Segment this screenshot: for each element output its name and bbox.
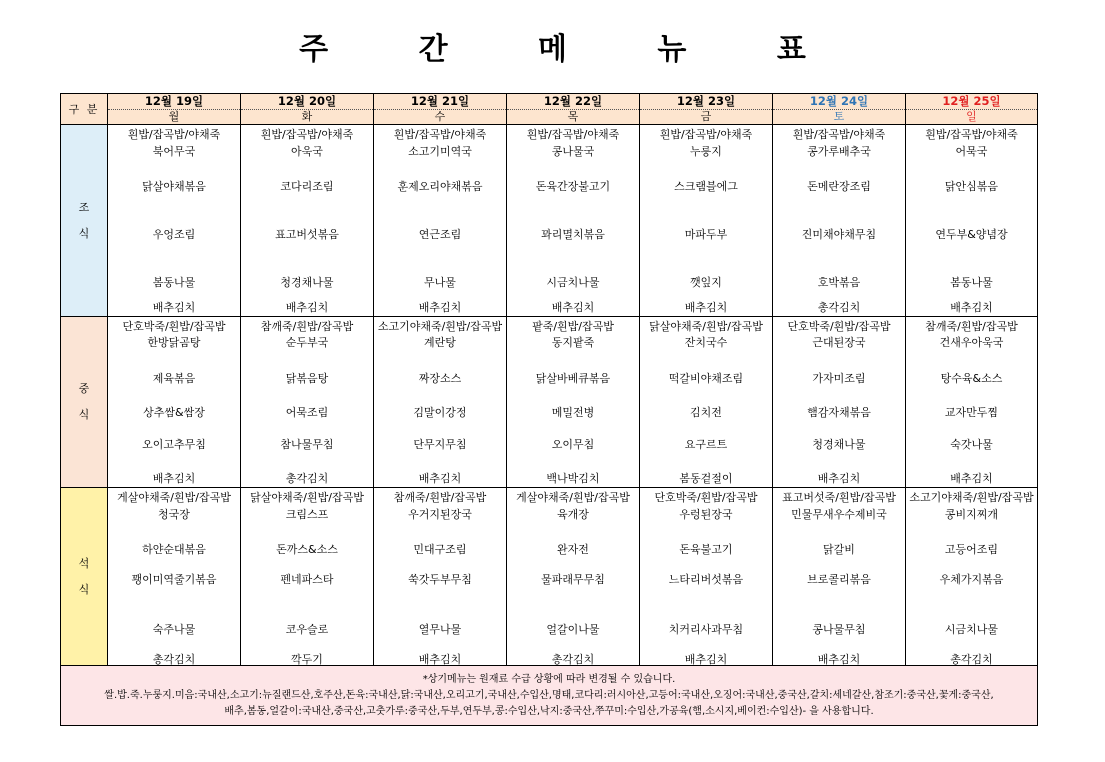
menu-item: 돈육불고기: [679, 543, 733, 556]
menu-item: 고등어조림: [944, 543, 999, 556]
day-header: [640, 94, 773, 125]
menu-item: 흰밥/잡곡밥/야채죽: [526, 128, 620, 141]
menu-item: 잔치국수: [684, 336, 728, 349]
menu-item: 누룽지: [690, 145, 722, 158]
dinner-day-cell: [773, 488, 906, 666]
lunch-day-cell: [108, 317, 241, 488]
menu-item: 탕수육&소스: [940, 372, 1003, 385]
notes-cell: [61, 666, 1038, 726]
menu-item: 게살야채죽/흰밥/잡곡밥: [117, 491, 231, 504]
menu-item: 소고기야채죽/흰밥/잡곡밥: [909, 491, 1034, 504]
menu-item: 어묵국: [955, 145, 988, 158]
menu-item: 물파래무무침: [541, 573, 605, 586]
lunch-label-char-2: 식: [78, 408, 90, 421]
breakfast-day-cell: [773, 125, 906, 317]
menu-item: 숙주나물: [152, 623, 196, 636]
menu-item: 팥죽/흰밥/잡곡밥: [532, 320, 614, 333]
menu-item: 백나박김치: [546, 472, 600, 485]
menu-item: 콩나물국: [551, 145, 595, 158]
lunch-day-cell: [241, 317, 374, 488]
lunch-day-cell: [374, 317, 507, 488]
menu-item: 계란탕: [424, 336, 456, 349]
notes-row: [61, 666, 1038, 726]
day-weekday: 금: [700, 110, 712, 123]
menu-item: 북어무국: [152, 145, 196, 158]
dinner-row: [61, 488, 1038, 666]
menu-item: 단호박죽/흰밥/잡곡밥: [787, 320, 891, 333]
menu-item: 게살야채죽/흰밥/잡곡밥: [516, 491, 630, 504]
menu-item: 떡갈비야채조림: [668, 372, 744, 385]
menu-item: 햄감자채볶음: [807, 406, 871, 419]
menu-item: 콩비지찌개: [944, 508, 999, 521]
menu-item: 민물무새우수제비국: [791, 508, 887, 521]
menu-item: 닭안심볶음: [944, 180, 999, 193]
menu-item: 콩나물무침: [812, 623, 866, 636]
menu-item: 요구르트: [684, 438, 728, 451]
menu-item: 김치전: [690, 406, 722, 419]
menu-item: 소고기야채죽/흰밥/잡곡밥: [377, 320, 503, 333]
menu-item: 김말이강정: [413, 406, 467, 419]
menu-item: 배추김치: [817, 653, 861, 666]
menu-item: 깍두기: [291, 653, 323, 666]
menu-item: 배추김치: [950, 301, 993, 314]
menu-item: 총각김치: [950, 653, 993, 666]
menu-item: 스크램블에그: [674, 180, 738, 193]
menu-item: 숙갓나물: [950, 438, 993, 451]
menu-item: 호박볶음: [817, 276, 861, 289]
page-title: 주 간 메 뉴 표: [299, 32, 846, 67]
dinner-day-cell: [241, 488, 374, 666]
lunch-day-cell: [906, 317, 1038, 488]
breakfast-day-cell: [640, 125, 773, 317]
dinner-label-char-2: 식: [78, 582, 90, 596]
day-date: 12월 20일: [241, 94, 373, 110]
day-weekday: 수: [434, 110, 446, 123]
day-date: 12월 23일: [640, 94, 772, 110]
menu-item: 흰밥/잡곡밥/야채죽: [393, 128, 487, 141]
day-header: [507, 94, 640, 125]
menu-item: 배추김치: [950, 472, 993, 485]
menu-item: 어묵조림: [285, 406, 329, 419]
day-date: 12월 25일: [906, 94, 1037, 110]
menu-item: 표고버섯볶음: [275, 228, 339, 241]
menu-item: 배추김치: [684, 653, 728, 666]
menu-item: 동지팥죽: [551, 336, 595, 349]
menu-item: 총각김치: [817, 301, 861, 314]
menu-item: 흰밥/잡곡밥/야채죽: [659, 128, 753, 141]
menu-item: 흰밥/잡곡밥/야채죽: [792, 128, 886, 141]
menu-item: 깻잎지: [690, 276, 722, 289]
menu-item: 진미채야채무침: [801, 228, 877, 241]
menu-item: 꽈리멸치볶음: [541, 228, 605, 241]
menu-item: 배추김치: [152, 301, 196, 314]
day-header: [241, 94, 374, 125]
menu-item: 봄동겉절이: [679, 472, 733, 485]
breakfast-row: [61, 125, 1038, 317]
menu-item: 흰밥/잡곡밥/야채죽: [127, 128, 221, 141]
menu-item: 배추김치: [152, 472, 196, 485]
day-weekday: 토: [833, 110, 845, 123]
menu-item: 짜장소스: [418, 372, 462, 385]
menu-item: 아욱국: [291, 145, 323, 158]
breakfast-day-cell: [507, 125, 640, 317]
menu-item: 시금치나물: [944, 623, 999, 636]
menu-item: 치커리사과무침: [668, 623, 744, 636]
breakfast-day-cell: [906, 125, 1038, 317]
menu-item: 배추김치: [418, 301, 462, 314]
menu-item: 마파두부: [684, 228, 728, 241]
dinner-day-cell: [507, 488, 640, 666]
lunch-day-cell: [507, 317, 640, 488]
menu-item: 배추김치: [285, 301, 329, 314]
notes-line-2: 쌀.밥.죽.누룽지.미음:국내산,소고기:뉴질랜드산,호주산,돈육:국내산,닭:국내산,오리고기,국내산,수입산,명태,코다리:러시아산,고등어:국내산,오징어:국내산,중국산,갈치:세네갈산,참조기:중국산,꽃게:중국산,: [104, 689, 994, 701]
menu-item: 청경채나물: [280, 276, 334, 289]
menu-item: 봄동나물: [152, 276, 196, 289]
menu-item: 총각김치: [152, 653, 196, 666]
menu-item: 쑥갓두부무침: [408, 573, 472, 586]
day-date: 12월 22일: [507, 94, 639, 110]
menu-item: 단호박죽/흰밥/잡곡밥: [654, 491, 758, 504]
lunch-label: [61, 317, 108, 488]
lunch-label-char-1: 중: [78, 382, 90, 395]
menu-item: 오이무침: [551, 438, 595, 451]
menu-item: 얼갈이나물: [546, 623, 600, 636]
notes-line-3: 배추,봄동,얼갈이:국내산,중국산,고춧가루:중국산,두부,연두부,콩:수입산,낙지:중국산,쭈꾸미:수입산,가공육(햄,소시지,베이컨:수입산)- 을 사용합니다.: [224, 705, 874, 717]
menu-item: 콩가루배추국: [807, 145, 871, 158]
day-date: 12월 24일: [773, 94, 905, 110]
menu-item: 꽹이미역줄기볶음: [131, 573, 217, 586]
menu-item: 우거지된장국: [408, 508, 472, 521]
menu-item: 닭살야채죽/흰밥/잡곡밥: [250, 491, 364, 504]
header-row: [61, 94, 1038, 125]
menu-item: 청경채나물: [812, 438, 866, 451]
menu-item: 봄동나물: [950, 276, 993, 289]
menu-item: 코우슬로: [285, 623, 329, 636]
day-header: [773, 94, 906, 125]
day-weekday: 월: [168, 110, 180, 123]
menu-item: 느타리버섯볶음: [668, 573, 744, 586]
menu-item: 닭살바베큐볶음: [535, 372, 611, 385]
menu-item: 펜네파스타: [280, 573, 334, 586]
day-date: 12월 19일: [108, 94, 240, 110]
menu-item: 돈까스&소스: [276, 543, 338, 556]
menu-item: 소고기미역국: [408, 145, 472, 158]
menu-item: 민대구조림: [413, 543, 467, 556]
menu-item: 닭갈비: [823, 543, 855, 556]
day-weekday: 일: [966, 110, 977, 123]
menu-item: 하얀순대볶음: [142, 543, 206, 556]
lunch-day-cell: [640, 317, 773, 488]
dinner-label: [61, 488, 108, 666]
menu-item: 육개장: [557, 508, 589, 521]
breakfast-label: [61, 125, 108, 317]
breakfast-day-cell: [241, 125, 374, 317]
gubun-header: 구 분: [61, 94, 108, 125]
menu-item: 배추김치: [684, 301, 728, 314]
dinner-day-cell: [374, 488, 507, 666]
menu-item: 돈육간장불고기: [535, 180, 611, 193]
menu-item: 근대된장국: [812, 336, 866, 349]
menu-item: 흰밥/잡곡밥/야채죽: [925, 128, 1018, 141]
menu-item: 가자미조림: [812, 372, 866, 385]
day-header: [374, 94, 507, 125]
menu-item: 열무나물: [418, 623, 462, 636]
menu-item: 닭볶음탕: [285, 372, 329, 385]
menu-item: 단호박죽/흰밥/잡곡밥: [122, 320, 226, 333]
menu-item: 닭살야채볶음: [142, 180, 206, 193]
dinner-day-cell: [640, 488, 773, 666]
menu-item: 건새우아욱국: [939, 336, 1004, 349]
lunch-row: [61, 317, 1038, 488]
menu-item: 연근조림: [418, 228, 462, 241]
menu-item: 무나물: [424, 276, 456, 289]
menu-item: 크림스프: [285, 508, 329, 521]
breakfast-day-cell: [108, 125, 241, 317]
menu-item: 참깨죽/흰밥/잡곡밥: [260, 320, 354, 333]
dinner-day-cell: [906, 488, 1038, 666]
menu-item: 우렁된장국: [679, 508, 733, 521]
menu-item: 참깨죽/흰밥/잡곡밥: [925, 320, 1018, 333]
menu-item: 한방닭곰탕: [147, 336, 201, 349]
lunch-day-cell: [773, 317, 906, 488]
menu-item: 오이고추무침: [142, 438, 206, 451]
menu-item: 순두부국: [285, 336, 329, 349]
menu-item: 메밀전병: [551, 406, 595, 419]
breakfast-label-char-1: 조: [78, 200, 90, 214]
menu-item: 완자전: [557, 543, 589, 556]
menu-item: 총각김치: [551, 653, 595, 666]
menu-item: 연두부&양념장: [935, 228, 1008, 241]
menu-item: 흰밥/잡곡밥/야채죽: [260, 128, 354, 141]
menu-item: 브로콜리볶음: [807, 573, 871, 586]
notes-line-1: *상기메뉴는 원재료 수급 상황에 따라 변경될 수 있습니다.: [422, 673, 676, 685]
menu-item: 총각김치: [285, 472, 329, 485]
dinner-day-cell: [108, 488, 241, 666]
menu-item: 닭살야채죽/흰밥/잡곡밥: [649, 320, 763, 333]
menu-item: 단무지무침: [413, 438, 467, 451]
menu-item: 청국장: [158, 508, 190, 521]
menu-item: 참나물무침: [280, 438, 334, 451]
menu-item: 교자만두찜: [944, 406, 999, 419]
menu-item: 배추김치: [551, 301, 595, 314]
day-weekday: 화: [301, 110, 313, 123]
day-weekday: 목: [567, 110, 579, 123]
menu-item: 참깨죽/흰밥/잡곡밥: [393, 491, 487, 504]
day-header: [906, 94, 1038, 125]
breakfast-label-char-2: 식: [78, 226, 90, 240]
menu-item: 배추김치: [418, 472, 462, 485]
menu-item: 표고버섯죽/흰밥/잡곡밥: [782, 491, 896, 504]
menu-item: 우엉조림: [152, 228, 196, 241]
day-header: [108, 94, 241, 125]
menu-item: 제육볶음: [152, 372, 196, 385]
day-date: 12월 21일: [374, 94, 506, 110]
menu-item: 돈메란장조림: [807, 180, 871, 193]
dinner-label-char-1: 석: [78, 556, 90, 570]
breakfast-day-cell: [374, 125, 507, 317]
menu-item: 우체가지볶음: [939, 573, 1004, 586]
menu-item: 시금치나물: [546, 276, 600, 289]
menu-item: 배추김치: [418, 653, 462, 666]
menu-item: 코다리조림: [280, 180, 334, 193]
menu-item: 훈제오리야채볶음: [397, 180, 483, 193]
weekly-menu-table: [60, 93, 1038, 726]
menu-item: 배추김치: [817, 472, 861, 485]
menu-item: 상추쌈&쌈장: [143, 406, 205, 419]
